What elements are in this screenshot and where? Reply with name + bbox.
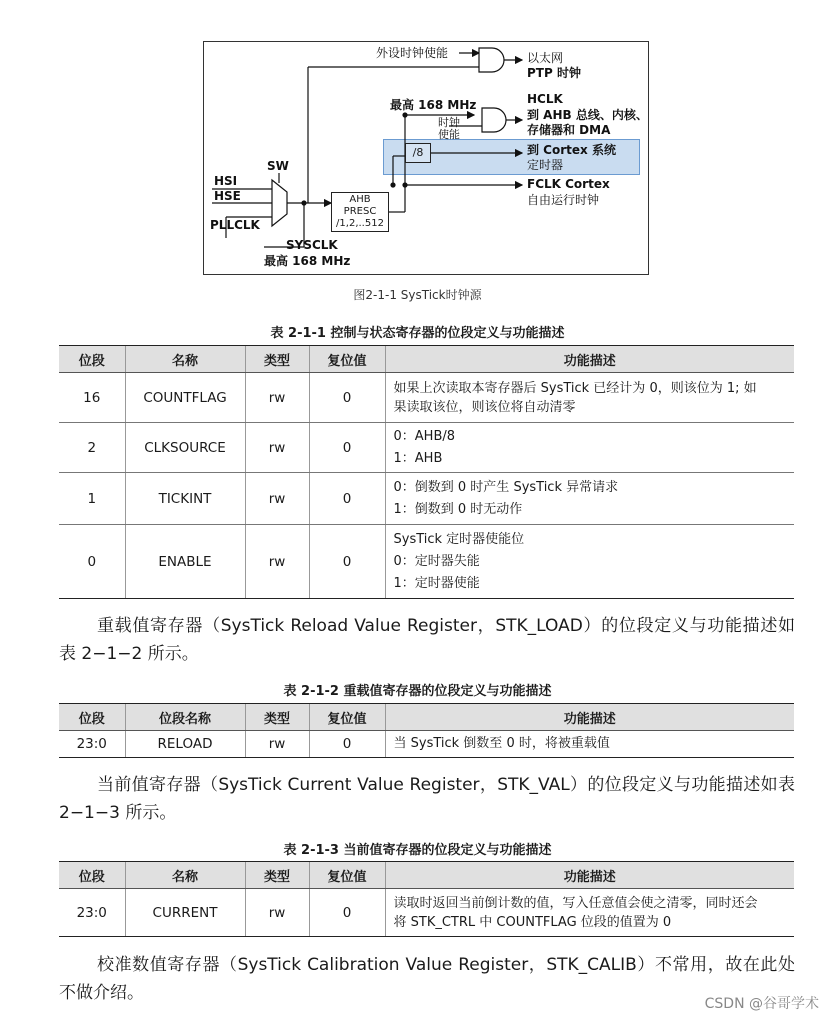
col-type-header: 类型 (245, 346, 309, 373)
reset-cell: 0 (309, 373, 385, 423)
col-bits-header: 位段 (59, 346, 125, 373)
col-reset-header: 复位值 (309, 862, 385, 889)
desc-line: 0：AHB/8 (393, 428, 456, 444)
name-cell: COUNTFLAG (125, 373, 245, 423)
col-name-header: 名称 (125, 346, 245, 373)
calibration-register-paragraph: 校准数值寄存器（SysTick Calibration Value Register，STK_CALIB）不常用，故在此处不做介绍。 (59, 955, 795, 1003)
presc-label: PRESC (343, 206, 377, 217)
desc-line: 如果上次读取本寄存器后 SysTick 已经计为 0，则该位为 1; 如 (393, 380, 757, 396)
desc-line: 当 SysTick 倒数至 0 时，将被重载值 (393, 736, 610, 751)
reset-cell: 0 (309, 423, 385, 473)
hsi-label: HSI (214, 174, 238, 188)
col-bits-header: 位段 (59, 862, 125, 889)
name-cell: CURRENT (125, 889, 245, 937)
col-desc-header: 功能描述 (385, 862, 794, 889)
reload-register-paragraph: 重载值寄存器（SysTick Reload Value Register，STK_LOAD）的位段定义与功能描述如表 2−1−2 所示。 (59, 616, 795, 664)
reset-cell: 0 (309, 731, 385, 758)
table-row (59, 731, 794, 758)
desc-line: 0：倒数到 0 时产生 SysTick 异常请求 (393, 479, 619, 495)
table-row (59, 423, 794, 473)
type-cell: rw (245, 731, 309, 758)
presc-range: /1,2,..512 (336, 218, 384, 229)
desc-line: 果读取该位，则该位将自动清零 (393, 399, 576, 415)
desc-line: 1：倒数到 0 时无动作 (393, 501, 523, 517)
ext-clock-enable-label: 外设时钟使能 (376, 46, 449, 60)
name-cell: CLKSOURCE (125, 423, 245, 473)
timer-label: 定时器 (527, 158, 564, 172)
max-168-bottom-label: 最高 168 MHz (264, 254, 351, 268)
name-cell: TICKINT (125, 473, 245, 525)
col-name-header: 位段名称 (125, 704, 245, 731)
desc-cell (385, 889, 794, 937)
table3-caption: 表 2-1-3 当前值寄存器的位段定义与功能描述 (283, 843, 552, 858)
col-reset-header: 复位值 (309, 704, 385, 731)
desc-cell (385, 731, 794, 758)
type-cell: rw (245, 373, 309, 423)
enable-label: 使能 (438, 128, 460, 141)
col-desc-header: 功能描述 (385, 704, 794, 731)
watermark: CSDN @谷哥学术 (704, 996, 819, 1012)
desc-line: 1：定时器使能 (393, 575, 480, 591)
table1-caption: 表 2-1-1 控制与状态寄存器的位段定义与功能描述 (270, 326, 565, 341)
systick-clock-diagram (203, 41, 649, 275)
divide-by-8-block: /8 (405, 143, 431, 163)
current-register-paragraph: 当前值寄存器（SysTick Current Value Register，STK_VAL）的位段定义与功能描述如表 2−1−3 所示。 (59, 775, 795, 823)
col-reset-header: 复位值 (309, 346, 385, 373)
ahb-label: AHB (349, 194, 371, 205)
desc-cell (385, 423, 794, 473)
table2-header-row (59, 704, 794, 731)
sw-label: SW (267, 159, 289, 173)
ptp-clock-label: PTP 时钟 (527, 66, 581, 80)
table3-current (59, 861, 794, 937)
bits-cell: 23:0 (59, 731, 125, 758)
desc-cell (385, 473, 794, 525)
table2-reload (59, 703, 794, 758)
table2-caption: 表 2-1-2 重载值寄存器的位段定义与功能描述 (283, 684, 552, 699)
name-cell: ENABLE (125, 525, 245, 599)
name-cell: RELOAD (125, 731, 245, 758)
hclk-dest1-label: 到 AHB 总线、内核、 (527, 108, 648, 122)
ethernet-label: 以太网 (527, 51, 564, 65)
free-clock-label: 自由运行时钟 (527, 193, 600, 207)
type-cell: rw (245, 473, 309, 525)
fclk-label: FCLK Cortex (527, 177, 610, 191)
bits-cell: 1 (59, 473, 125, 525)
bits-cell: 0 (59, 525, 125, 599)
col-type-header: 类型 (245, 862, 309, 889)
desc-line: 读取时返回当前倒计数的值，写入任意值会使之清零，同时还会 (393, 895, 758, 911)
clock-label: 时钟 (438, 116, 460, 129)
type-cell: rw (245, 423, 309, 473)
hclk-label: HCLK (527, 92, 563, 106)
table3-header-row (59, 862, 794, 889)
col-bits-header: 位段 (59, 704, 125, 731)
col-desc-header: 功能描述 (385, 346, 794, 373)
table1-control-status (59, 345, 794, 599)
col-name-header: 名称 (125, 862, 245, 889)
bits-cell: 23:0 (59, 889, 125, 937)
hse-label: HSE (214, 189, 241, 203)
table-row (59, 373, 794, 423)
ahb-prescaler-block (331, 192, 389, 232)
table-row (59, 525, 794, 599)
desc-line: 将 STK_CTRL 中 COUNTFLAG 位段的值置为 0 (393, 914, 672, 930)
table1-header-row (59, 346, 794, 373)
bits-cell: 2 (59, 423, 125, 473)
desc-line: 1：AHB (393, 450, 443, 466)
hclk-dest2-label: 存储器和 DMA (527, 123, 611, 137)
desc-line: 0：定时器失能 (393, 553, 480, 569)
bits-cell: 16 (59, 373, 125, 423)
sysclk-label: SYSCLK (286, 238, 338, 252)
to-cortex-label: 到 Cortex 系统 (527, 143, 616, 157)
max-168-top-label: 最高 168 MHz (390, 98, 477, 112)
table-row (59, 889, 794, 937)
table-row (59, 473, 794, 525)
reset-cell: 0 (309, 473, 385, 525)
type-cell: rw (245, 525, 309, 599)
figure-caption: 图2-1-1 SysTick时钟源 (353, 288, 482, 302)
desc-cell (385, 525, 794, 599)
type-cell: rw (245, 889, 309, 937)
col-type-header: 类型 (245, 704, 309, 731)
desc-cell (385, 373, 794, 423)
pllclk-label: PLLCLK (210, 218, 260, 232)
reset-cell: 0 (309, 525, 385, 599)
reset-cell: 0 (309, 889, 385, 937)
desc-line: SysTick 定时器使能位 (393, 531, 525, 547)
